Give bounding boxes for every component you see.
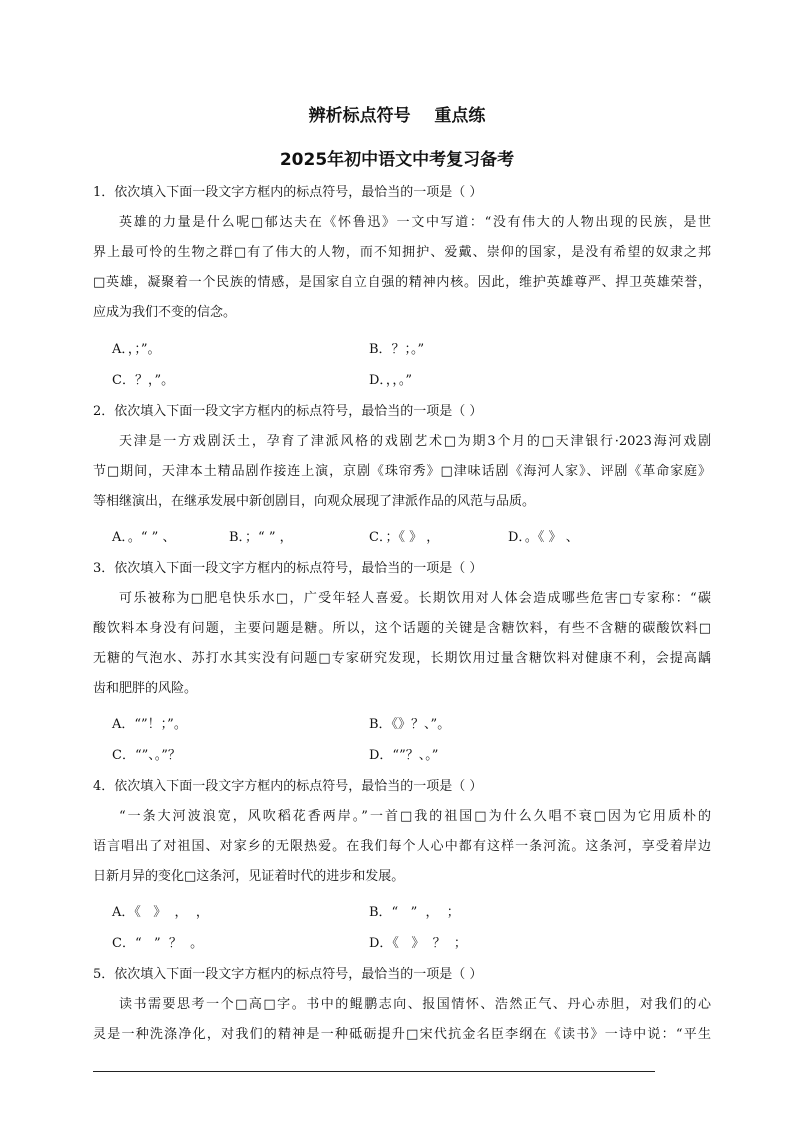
option-c[interactable]: C．？，”。 — [112, 373, 175, 388]
option-b[interactable]: B．？；。” — [369, 342, 425, 357]
question-4-passage — [93, 802, 711, 892]
option-d[interactable]: D．“”？、。” — [369, 748, 439, 763]
question-4-stem: 4．依次填入下面一段文字方框内的标点符号，最恰当的一项是（ ） — [93, 779, 483, 794]
passage-line: 酸饮料本身没有问题，主要问题是糖。所以，这个话题的关键是含糖饮料，有些不含糖的碳酸饮料□ — [93, 621, 711, 636]
passage-line: 节□期间，天津本土精品剧作接连上演，京剧《珠帘秀》□津味话剧《海河人家》、评剧《革命家庭》 — [93, 464, 711, 479]
option-c[interactable]: C．；《 》 ， — [369, 530, 440, 545]
question-5-passage — [93, 990, 711, 1050]
option-c[interactable]: C．“ ” ？ 。 — [112, 936, 204, 951]
passage-line: □英雄，凝聚着一个民族的情感，是国家自立自强的精神内核。因此，维护英雄尊严、捍卫英雄荣誉， — [93, 275, 711, 290]
passage-line: 读书需要思考一个□高□字。书中的鲲鹏志向、报国情怀、浩然正气、丹心赤胆，对我们的心 — [119, 997, 711, 1012]
passage-line: 语言唱出了对祖国、对家乡的无限热爱。在我们每个人心中都有这样一条河流。这条河，享受着岸边 — [93, 839, 711, 854]
document-title: 辨析标点符号 重点练 — [308, 106, 486, 126]
passage-line: 日新月异的变化□这条河，见证着时代的进步和发展。 — [93, 869, 405, 884]
document-subtitle: 2025年初中语文中考复习备考 — [279, 150, 515, 170]
option-b[interactable]: B．“ ” ， ； — [369, 905, 460, 920]
passage-line: 齿和肥胖的风险。 — [93, 681, 198, 696]
question-5-stem: 5．依次填入下面一段文字方框内的标点符号，最恰当的一项是（ ） — [93, 967, 483, 982]
question-3-stem: 3．依次填入下面一段文字方框内的标点符号，最恰当的一项是（ ） — [93, 561, 483, 576]
option-a[interactable]: A．。“ ” 、 — [112, 530, 176, 545]
option-a[interactable]: A．“”！；”。 — [112, 717, 187, 732]
passage-line: 灵是一种洗涤净化，对我们的精神是一种砥砺提升□宋代抗金名臣李纲在《读书》一诗中说：“平生 — [93, 1027, 711, 1042]
question-1-passage — [93, 208, 711, 328]
passage-line: 无糖的气泡水、苏打水其实没有问题□专家研究发现，长期饮用过量含糖饮料对健康不利，会提高龋 — [93, 651, 711, 666]
option-a[interactable]: A．《 》 ， ， — [112, 905, 209, 920]
passage-line: 应成为我们不变的信念。 — [93, 305, 237, 320]
option-a[interactable]: A．，；”。 — [112, 342, 161, 357]
passage-line: 等相继演出，在继承发展中新创剧目，向观众展现了津派作品的风范与品质。 — [93, 494, 536, 509]
passage-line: 天津是一方戏剧沃土，孕育了津派风格的戏剧艺术□为期3个月的□天津银行·2023海河戏剧 — [119, 434, 711, 449]
passage-line: 英雄的力量是什么呢□郁达夫在《怀鲁迅》一文中写道：“没有伟大的人物出现的民族，是世 — [119, 215, 711, 230]
option-d[interactable]: D．，，。” — [369, 373, 413, 388]
footer-divider — [93, 1071, 655, 1072]
passage-line: 界上最可怜的生物之群□有了伟大的人物，而不知拥护、爱戴、崇仰的国家，是没有希望的奴隶之邦 — [93, 245, 711, 260]
option-d[interactable]: D．。《 》 、 — [508, 530, 579, 545]
option-c[interactable]: C．“”、。”？ — [112, 748, 181, 763]
option-b[interactable]: B．《》？、”。 — [369, 717, 451, 732]
option-d[interactable]: D．《 》 ？ ； — [369, 936, 467, 951]
question-3-passage — [93, 584, 711, 704]
question-1-stem: 1．依次填入下面一段文字方框内的标点符号，最恰当的一项是（ ） — [93, 185, 483, 200]
option-b[interactable]: B．；“ ” ， — [229, 530, 293, 545]
passage-line: 可乐被称为□肥皂快乐水□，广受年轻人喜爱。长期饮用对人体会造成哪些危害□专家称：“碳 — [119, 591, 711, 606]
question-2-passage — [93, 427, 711, 517]
passage-line: “一条大河波浪宽，风吹稻花香两岸。”一首□我的祖国□为什么久唱不衰□因为它用质朴的 — [119, 809, 711, 824]
question-2-stem: 2．依次填入下面一段文字方框内的标点符号，最恰当的一项是（ ） — [93, 404, 483, 419]
